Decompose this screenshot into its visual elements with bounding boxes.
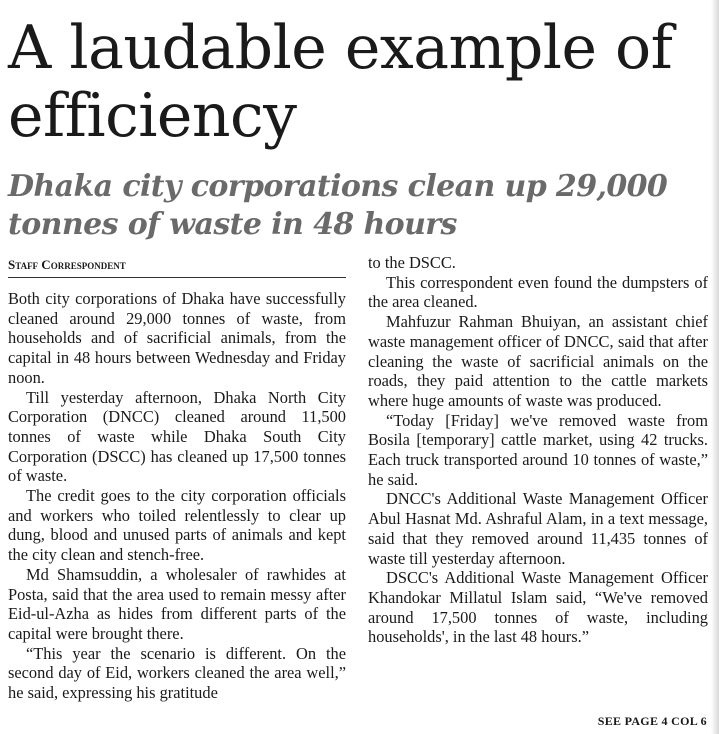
- byline: Staff Correspondent: [8, 255, 346, 278]
- paragraph: Till yesterday afternoon, Dhaka North City Corporation (DNCC) cleaned around 11,500 tonnes of waste while Dhaka South City Corporation (DSCC) has cleaned up 17,500 tonnes of waste.: [8, 387, 346, 486]
- paragraph: This correspondent even found the dumpsters of the area cleaned.: [368, 272, 708, 312]
- paragraph: “This year the scenario is different. On the second day of Eid, workers cleaned the area well,” he said, expressing his gratitude: [8, 643, 346, 703]
- headline: A laudable example of efficiency: [8, 13, 673, 151]
- paragraph: DSCC's Additional Waste Management Officer Khandokar Millatul Islam said, “We've removed around 17,500 tonnes of waste, including households', in the last 48 hours.”: [368, 568, 708, 647]
- paragraph: Mahfuzur Rahman Bhuiyan, an assistant chief waste management officer of DNCC, said that after cleaning the waste of sacrificial animals on the roads, they paid attention to the cattle markets where huge amounts of waste was produced.: [368, 312, 708, 410]
- paragraph: Md Shamsuddin, a wholesaler of rawhides at Posta, said that the area used to remain messy after Eid-ul-Azha as hides from different parts of the capital were brought there.: [8, 564, 346, 643]
- paragraph: The credit goes to the city corporation officials and workers who toiled relentlessly to clear up dung, blood and unused parts of animals and kept the city clean and stench-free.: [8, 486, 346, 565]
- paragraph: DNCC's Additional Waste Management Officer Abul Hasnat Md. Ashraful Alam, in a text message, said that they removed around 11,435 tonnes of waste till yesterday afternoon.: [368, 489, 708, 568]
- subheadline: Dhaka city corporations clean up 29,000 tonnes of waste in 48 hours: [8, 169, 668, 242]
- paragraph: Both city corporations of Dhaka have successfully cleaned around 29,000 tonnes of waste, from households and of sacrificial animals, from the capital in 48 hours between Wednesday and Friday noon.: [8, 289, 346, 387]
- page-edge-shadow: [711, 0, 719, 734]
- article-column-right: [368, 253, 708, 647]
- paragraph: “Today [Friday] we've removed waste from Bosila [temporary] cattle market, using 42 trucks. Each truck transported around 10 tonnes of waste,” he said.: [368, 410, 708, 489]
- article-column-left: [8, 289, 346, 703]
- paragraph-continuation: to the DSCC.: [368, 253, 456, 272]
- continuation-jump-line: SEE PAGE 4 COL 6: [597, 714, 707, 728]
